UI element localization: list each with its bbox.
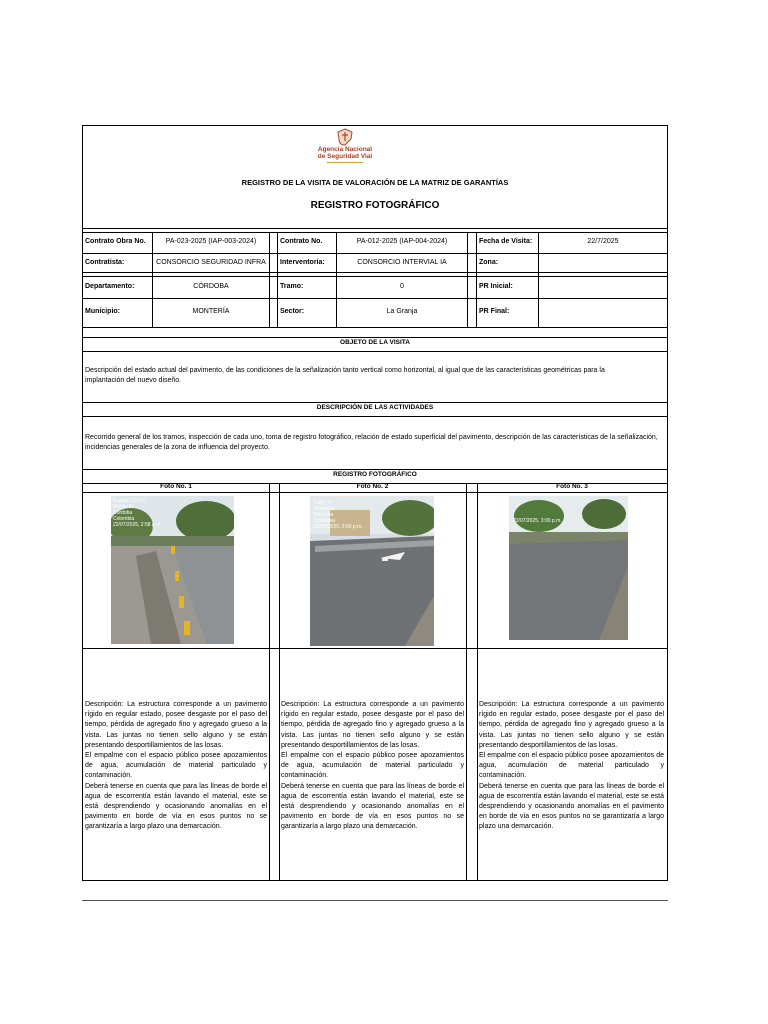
contrato-obra-value: PA-023-2025 (IAP-003-2024) (165, 238, 257, 245)
agency-name-line2: de Seguridad Vial (317, 153, 373, 160)
agency-logo (309, 128, 381, 168)
photo-2-label: Foto No. 2 (356, 483, 389, 490)
rule (476, 232, 477, 276)
registro-heading: REGISTRO FOTOGRÁFICO (333, 471, 417, 478)
objeto-heading: OBJETO DE LA VISITA (340, 339, 410, 346)
contratista-value: CONSORCIO SEGURIDAD INFRA (156, 259, 266, 266)
departamento-value: CÓRDOBA (193, 283, 229, 290)
zona-label: Zona: (479, 259, 499, 266)
photo-2-image (310, 496, 434, 646)
rule (83, 327, 667, 328)
photo-1-image (111, 496, 234, 644)
rule (83, 337, 667, 338)
photo-3-image (509, 496, 628, 640)
form-subtitle: REGISTRO FOTOGRÁFICO (310, 200, 440, 211)
contrato-label: Contrato No. (280, 238, 323, 245)
agency-seal-icon (335, 128, 355, 146)
departamento-label: Departamento: (85, 283, 135, 290)
photo-2-stamp: Calle 47 Montería Córdoba Colombia 22/07/2025, 2:59 p.m. (314, 500, 363, 530)
rule (83, 416, 667, 417)
actividades-text: Recorrido general de los tramos, inspección de cada uno, toma de registro fotográfico, relación de estado superficial del pavimento, descripción de las características de la señalización, incidencias generales de la zona de influencia del proyecto. (85, 434, 658, 451)
form-sheet (82, 125, 668, 881)
agency-name-line1: Agencia Nacional (317, 146, 373, 153)
sector-value: La Granja (386, 308, 418, 315)
rule (83, 276, 667, 277)
municipio-label: Municipio: (85, 308, 120, 315)
rule (83, 272, 667, 273)
municipio-value: MONTERÍA (192, 308, 230, 315)
rule (467, 232, 468, 276)
fecha-value: 22/7/2025 (587, 238, 619, 245)
rule (477, 483, 478, 880)
rule (277, 276, 278, 327)
photo-1-description: Descripción: La estructura corresponde a un pavimento rígido en regular estado, posee desgaste por el paso del tiempo, pérdida de agregado fino y agregado grueso a la vista. Las juntas no tienen sello alguno y se están presentando desportillamientos de las losas. El empalme con el espacio público posee apozamientos de agua, acumulación de material particulado y contaminación. Deberá tenerse en cuenta que para las líneas de borde el agua de escorrentía están lavando el material, este se está desprendiendo y ocasionando anomalías en el pavimento en borde de vía en esos puntos no se garantizaría a largo plazo una demarcación. (85, 701, 267, 831)
rule (467, 276, 468, 327)
sector-label: Sector: (280, 308, 305, 315)
rule (83, 492, 667, 493)
rule (538, 276, 539, 327)
rule (83, 351, 667, 352)
photo-3-stamp: 22/07/2025, 3:00 p.m. (513, 518, 562, 524)
form-title: REGISTRO DE LA VISITA DE VALORACIÓN DE LA MATRIZ DE GARANTÍAS (241, 178, 509, 187)
contrato-value: PA-012-2025 (IAP-004-2024) (356, 238, 448, 245)
rule (279, 483, 280, 880)
photo-1-stamp: Bogotá 22.0°C Montería Córdoba Colombia 22/07/2025, 2:58 p.m. (113, 498, 162, 528)
rule (83, 648, 667, 649)
rule (269, 232, 270, 276)
actividades-heading: DESCRIPCIÓN DE LAS ACTIVIDADES (316, 404, 434, 411)
rule (277, 232, 278, 276)
rule (269, 483, 270, 880)
objeto-text: Descripción del estado actual del pavimento, de las condiciones de la señalización tanto vertical como horizontal, al igual que de las características geométricas para la implantación del nuevo diseño. (85, 367, 605, 384)
rule (466, 483, 467, 880)
rule (269, 276, 270, 327)
photo-3-label: Foto No. 3 (556, 483, 588, 490)
rule (476, 276, 477, 327)
pr-inicial-label: PR Inicial: (479, 283, 513, 290)
rule (83, 402, 667, 403)
photo-3-description: Descripción: La estructura corresponde a un pavimento rígido en regular estado, posee desgaste por el paso del tiempo, pérdida de agregado fino y agregado grueso a la vista. Las juntas no tienen sello alguno y se están presentando desportillamientos de las losas. El empalme con el espacio público posee apozamientos de agua, acumulación de material particulado y contaminación. Deberá tenerse en cuenta que para las líneas de borde el agua de escorrentía están lavando el material, este se está desprendiendo y ocasionando anomalías en el pavimento en borde de vía en esos puntos no se garantizaría a largo plazo una demarcación. (479, 701, 664, 831)
rule (83, 232, 667, 233)
contrato-obra-label: Contrato Obra No. (85, 238, 146, 245)
agency-underline (327, 162, 363, 163)
photo-1-label: Foto No. 1 (160, 483, 192, 490)
tramo-value: 0 (400, 283, 404, 290)
contratista-label: Contratista: (85, 259, 125, 266)
interventoria-label: Interventoría: (280, 259, 325, 266)
interventoria-value: CONSORCIO INTERVIAL IA (357, 259, 447, 266)
photo-2-description: Descripción: La estructura corresponde a un pavimento rígido en regular estado, posee desgaste por el paso del tiempo, pérdida de agregado fino y agregado grueso a la vista. Las juntas no tienen sello alguno y se están presentando desportillamientos de las losas. El empalme con el espacio público posee apozamientos de agua, acumulación de material particulado y contaminación. Deberá tenerse en cuenta que para las líneas de borde el agua de escorrentía están lavando el material, este se está desprendiendo y ocasionando anomalías en el pavimento en borde de vía en esos puntos no se garantizaría a largo plazo una demarcación. (281, 701, 464, 831)
rule (83, 253, 667, 254)
rule (83, 469, 667, 470)
fecha-label: Fecha de Visita: (479, 238, 533, 245)
rule (83, 228, 667, 229)
rule (83, 298, 667, 299)
pr-final-label: PR Final: (479, 308, 510, 315)
tramo-label: Tramo: (280, 283, 304, 290)
footer-rule (82, 900, 668, 901)
